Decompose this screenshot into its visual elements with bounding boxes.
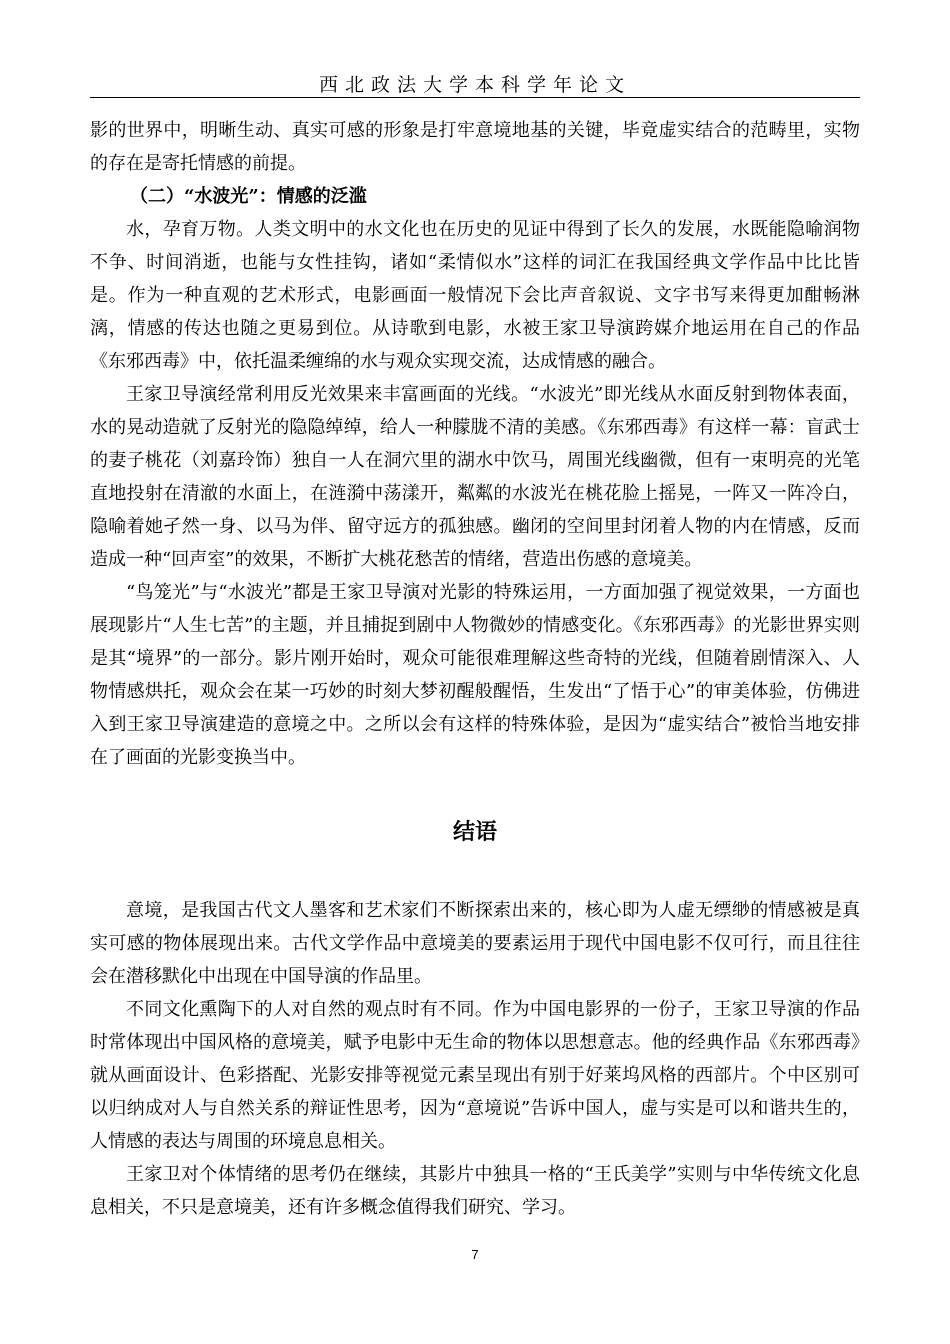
conclusion-paragraph: 王家卫对个体情绪的思考仍在继续，其影片中独具一格的“王氏美学”实则与中华传统文化息息相关，不只是意境美，还有许多概念值得我们研究、学习。 — [90, 1164, 860, 1218]
body-paragraph: 王家卫导演经常利用反光效果来丰富画面的光线。“水波光”即光线从水面反射到物体表面，水的晃动造就了反射光的隐隐绰绰，给人一种朦胧不清的美感。《东邪西毒》有这样一幕：盲武士的妻子桃花（刘嘉玲饰）独自一人在洞穴里的湖水中饮马，周围光线幽微，但有一束明亮的光笔直地投射在清澈的水面上，在涟漪中荡漾开，粼粼的水波光在桃花脸上摇晃，一阵又一阵冷白，隐喻着她孑然一身、以马为伴、留守远方的孤独感。幽闭的空间里封闭着人物的内在情感，反而造成一种“回声室”的效果，不断扩大桃花愁苦的情绪，营造出伤感的意境美。 — [90, 384, 860, 570]
body-paragraph: 水，孕育万物。人类文明中的水文化也在历史的见证中得到了长久的发展，水既能隐喻润物不争、时间消逝，也能与女性挂钩，诸如“柔情似水”这样的词汇在我国经典文学作品中比比皆是。作为一种直观的艺术形式，电影画面一般情况下会比声音叙说、文字书写来得更加酣畅淋漓，情感的传达也随之更易到位。从诗歌到电影，水被王家卫导演跨媒介地运用在自己的作品《东邪西毒》中，依托温柔缠绵的水与观众实现交流，达成情感的融合。 — [90, 219, 860, 372]
document-body — [90, 114, 860, 1224]
page-header-title: 西北政法大学本科学年论文 — [318, 74, 631, 96]
conclusion-paragraph: 不同文化熏陶下的人对自然的观点时有不同。作为中国电影界的一份子，王家卫导演的作品时常体现出中国风格的意境美，赋予电影中无生命的物体以思想意志。他的经典作品《东邪西毒》就从画面设计、色彩搭配、光影安排等视觉元素呈现出有别于好莱坞风格的西部片。个中区别可以归纳成对人与自然关系的辩证性思考，因为“意境说”告诉中国人，虚与实是可以和谐共生的，人情感的表达与周围的环境息息相关。 — [90, 999, 860, 1152]
header-divider — [90, 97, 860, 98]
page-number: 7 — [471, 1247, 479, 1262]
continued-paragraph: 影的世界中，明晰生动、真实可感的形象是打牢意境地基的关键，毕竟虚实结合的范畴里，实物的存在是寄托情感的前提。 — [90, 120, 860, 174]
subsection-heading: （二）“水波光”：情感的泛滥 — [130, 186, 367, 207]
body-paragraph: “鸟笼光”与“水波光”都是王家卫导演对光影的特殊运用，一方面加强了视觉效果，一方面也展现影片“人生七苦”的主题，并且捕捉到剧中人物微妙的情感变化。《东邪西毒》的光影世界实则是其“境界”的一部分。影片刚开始时，观众可能很难理解这些奇特的光线，但随着剧情深入、人物情感烘托，观众会在某一巧妙的时刻大梦初醒般醒悟，生发出“了悟于心”的审美体验，仿佛进入到王家卫导演建造的意境之中。之所以会有这样的特殊体验，是因为“虚实结合”被恰当地安排在了画面的光影变换当中。 — [90, 582, 860, 768]
conclusion-paragraph: 意境，是我国古代文人墨客和艺术家们不断探索出来的，核心即为人虚无缥缈的情感被是真实可感的物体展现出来。古代文学作品中意境美的要素运用于现代中国电影不仅可行，而且往往会在潜移默化中出现在中国导演的作品里。 — [90, 900, 860, 987]
conclusion-heading: 结语 — [452, 819, 497, 845]
